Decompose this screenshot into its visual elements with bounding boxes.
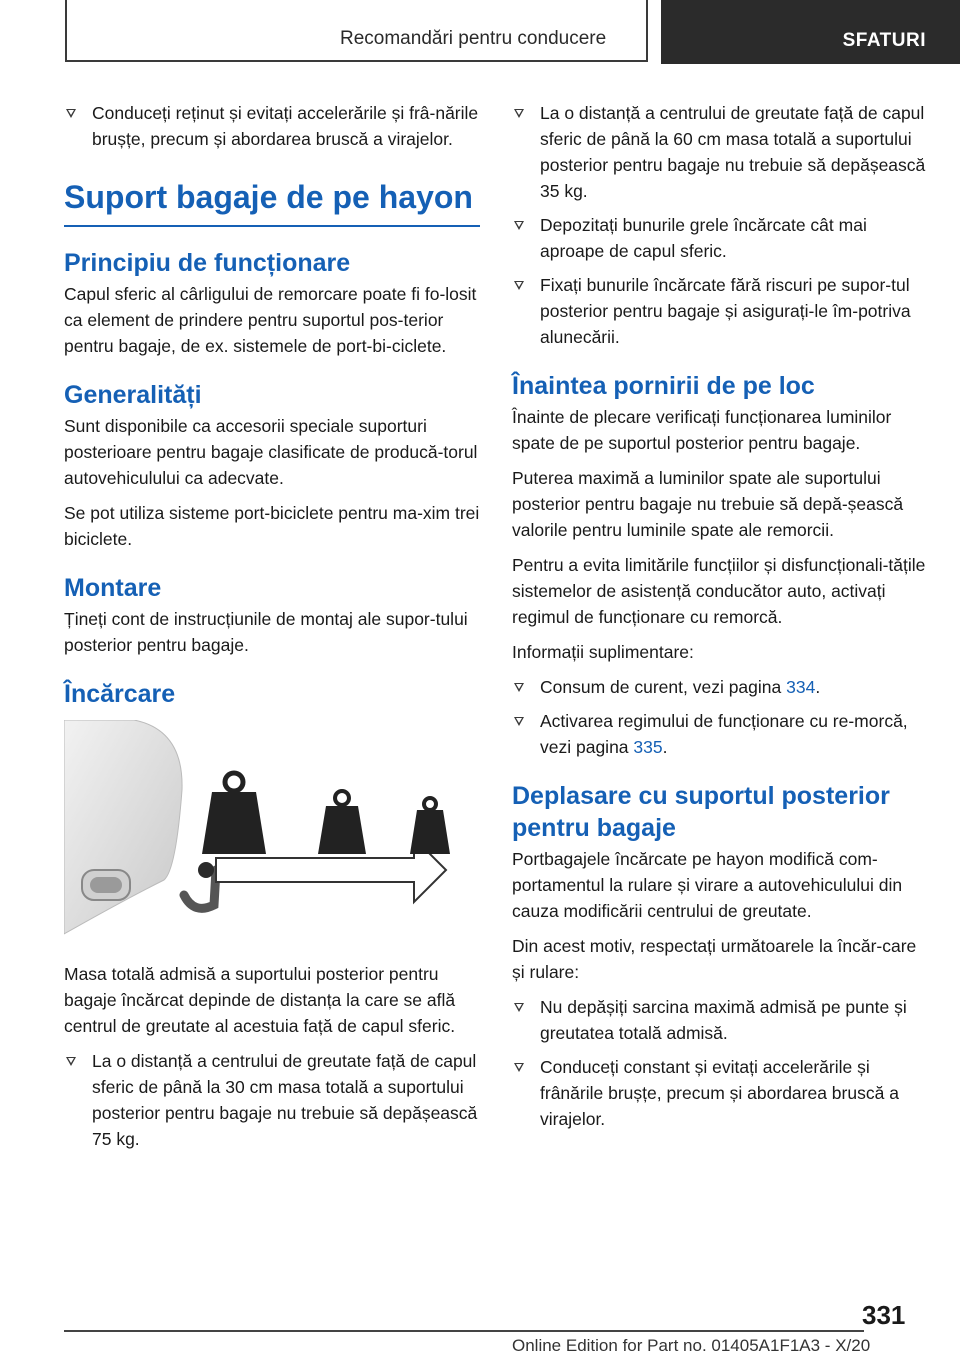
subsection-title-mounting: Montare xyxy=(64,574,162,602)
tow-ball xyxy=(198,862,214,878)
list-item: Conduceți reținut și evitați accelerările și frâ-nările brușțe, precum și abordarea bruscă a virajelor. xyxy=(64,100,480,152)
list-item: Activarea regimului de funcționare cu re-morcă, vezi pagina 335. xyxy=(512,708,928,760)
footer-divider xyxy=(64,1330,864,1332)
edition-note: Online Edition for Part no. 01405A1F1A3 - X/20 xyxy=(512,1336,871,1355)
weight-medium-icon xyxy=(318,791,366,854)
list-item: Consum de curent, vezi pagina 334. xyxy=(512,674,928,700)
page-number: 331 xyxy=(862,1300,906,1330)
subsection-title-general: Generalități xyxy=(64,381,202,409)
triangle-bullet-icon xyxy=(514,221,524,230)
loading-list-continued xyxy=(512,100,928,350)
weight-large-icon xyxy=(202,773,266,854)
triangle-bullet-icon xyxy=(514,1003,524,1012)
list-item: La o distanță a centrului de greutate față de capul sferic de până la 60 cm masa totală a suportului posterior pentru bagaje nu trebuie să depășească 35 kg. xyxy=(512,100,928,204)
triangle-bullet-icon xyxy=(66,109,76,118)
page-link-334[interactable]: 334 xyxy=(786,677,816,697)
triangle-bullet-icon xyxy=(66,1057,76,1066)
driving-list xyxy=(512,994,928,1132)
intro-list xyxy=(64,100,480,152)
weight-small-icon xyxy=(410,798,450,854)
list-item: La o distanță a centrului de greutate față de capul sferic de până la 30 cm masa totală a suportului posterior pentru bagaje nu trebuie să depășească 75 kg. xyxy=(64,1048,480,1152)
list-item: Conduceți constant și evitați accelerările și frânările brușțe, precum și abordarea bruscă a virajelor. xyxy=(512,1054,928,1132)
list-item: Nu depășiți sarcina maximă admisă pe punte și greutatea totală admisă. xyxy=(512,994,928,1046)
paragraph: Pentru a evita limitările funcțiilor și disfuncționali-tățile sistemelor de asistență conducător auto, activați regimul de funcționare cu remorcă. xyxy=(512,555,926,627)
paragraph: Informații suplimentare: xyxy=(512,642,694,662)
section-title-trailer-rack: Suport bagaje de pe hayon xyxy=(64,177,480,227)
page-link-335[interactable]: 335 xyxy=(633,737,663,757)
triangle-bullet-icon xyxy=(514,1063,524,1072)
paragraph: Se pot utiliza sisteme port-biciclete pentru ma-xim trei biciclete. xyxy=(64,503,480,549)
paragraph: Sunt disponibile ca accesorii speciale suporturi posterioare pentru bagaje clasificate de producă-torul autovehiculului ca adecvate. xyxy=(64,416,478,488)
paragraph: Puterea maximă a luminilor spate ale suportului posterior pentru bagaje nu trebuie să depă-șească valorile pentru luminile spate ale remorcii. xyxy=(512,468,904,540)
list-item: Fixați bunurile încărcate fără riscuri pe supor-tul posterior pentru bagaje și asigurați-le îm-potriva alunecării. xyxy=(512,272,928,350)
header-title: Recomandări pentru conducere xyxy=(340,28,607,49)
loading-list xyxy=(64,1048,480,1152)
car-bumper-shape xyxy=(64,720,182,934)
subsection-title-loading: Încărcare xyxy=(64,680,176,708)
info-list xyxy=(512,674,928,760)
left-column xyxy=(64,100,480,1161)
load-distance-illustration xyxy=(64,720,476,940)
paragraph: Portbagajele încărcate pe hayon modifică com-portamentul la rulare și virare a autovehiculului din cauza modificării centrului de greutate. xyxy=(512,849,903,921)
triangle-bullet-icon xyxy=(514,281,524,290)
subsection-title-before-start: Înaintea pornirii de pe loc xyxy=(512,372,815,400)
header-section-tab[interactable]: SFATURI xyxy=(661,0,960,64)
triangle-bullet-icon xyxy=(514,109,524,118)
subsection-title-driving-with-rack: Deplasare cu suportul posterior pentru bagaje xyxy=(512,782,890,842)
paragraph: Masa totală admisă a suportului posterior pentru bagaje încărcat depinde de distanța la care se află centrul de greutate al acestuia față de capul sferic. xyxy=(64,964,456,1036)
paragraph: Capul sferic al cârligului de remorcare poate fi fo-losit ca element de prindere pentru suportul pos-terior pentru bagaje, de ex. sistemele de port-bi-ciclete. xyxy=(64,284,477,356)
triangle-bullet-icon xyxy=(514,717,524,726)
triangle-bullet-icon xyxy=(514,683,524,692)
right-column xyxy=(512,100,928,1141)
subsection-title-principle: Principiu de funcționare xyxy=(64,249,351,277)
paragraph: Țineți cont de instrucțiunile de montaj ale supor-tului posterior pentru bagaje. xyxy=(64,609,468,655)
paragraph: Din acest motiv, respectați următoarele la încăr-care și rulare: xyxy=(512,936,917,982)
paragraph: Înainte de plecare verificați funcționarea luminilor spate de pe suportul posterior pentru bagaje. xyxy=(512,407,892,453)
list-item: Depozitați bunurile grele încărcate cât mai aproape de capul sferic. xyxy=(512,212,928,264)
